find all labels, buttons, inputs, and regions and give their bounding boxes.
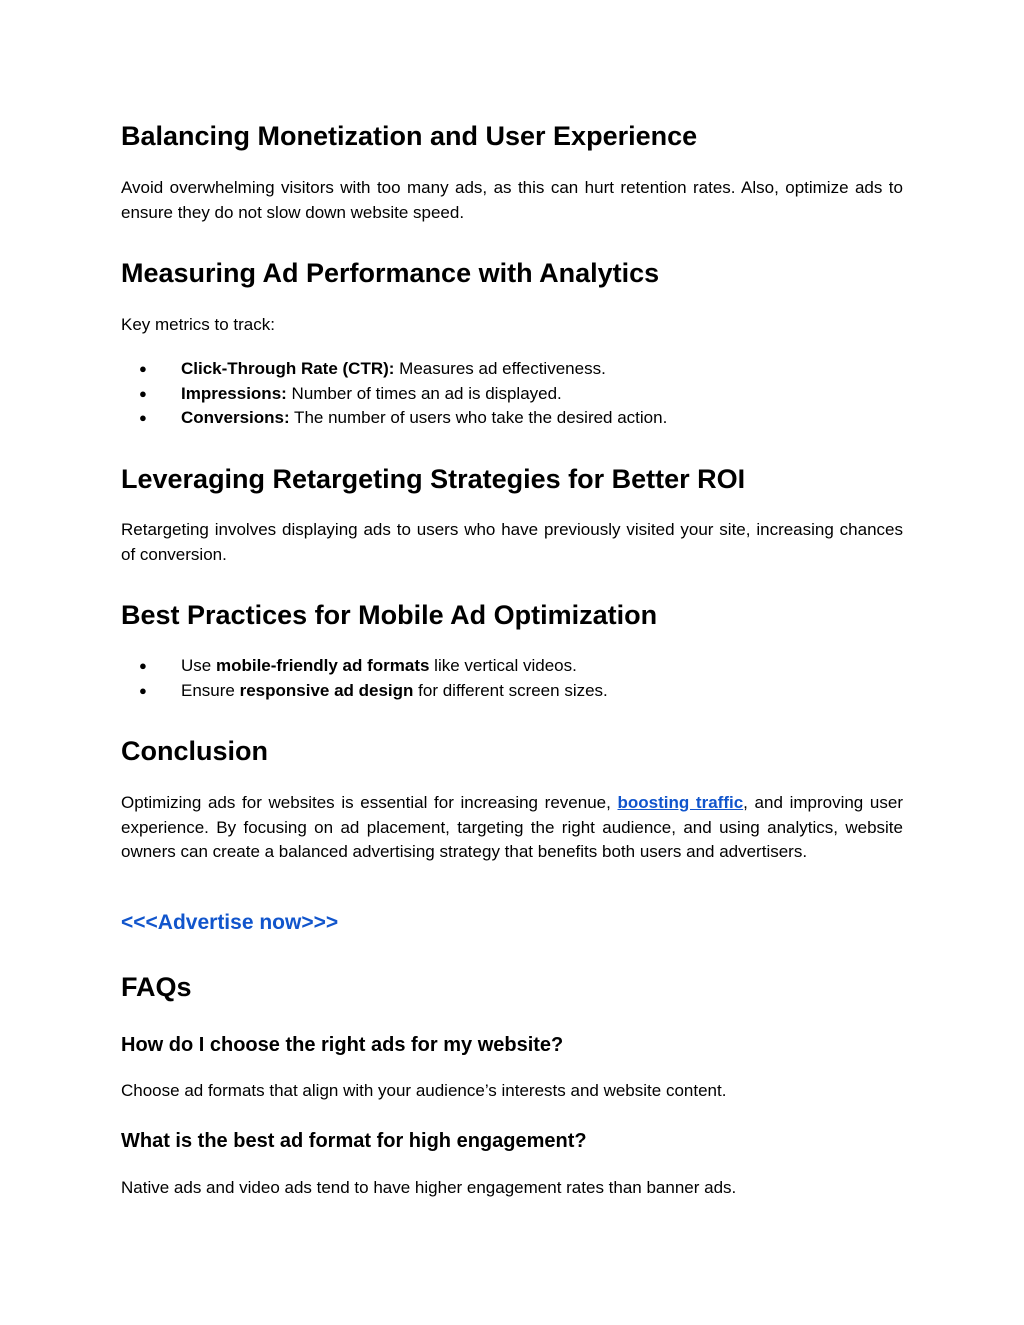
faq-answer: Native ads and video ads tend to have higher engagement rates than banner ads. bbox=[121, 1178, 737, 1197]
metric-text: The number of users who take the desired action. bbox=[289, 408, 668, 427]
heading-retargeting: Leveraging Retargeting Strategies for Better ROI bbox=[121, 464, 746, 494]
faq-question: How do I choose the right ads for my website? bbox=[121, 1034, 564, 1056]
metrics-list bbox=[121, 357, 903, 431]
list-item bbox=[121, 406, 903, 431]
list-item bbox=[121, 382, 903, 407]
paragraph-measuring-intro: Key metrics to track: bbox=[121, 315, 275, 334]
metric-label: Impressions: bbox=[181, 383, 287, 403]
tip-text-post: like vertical videos. bbox=[429, 656, 577, 675]
bullet-icon: ● bbox=[139, 658, 147, 673]
tip-text-bold: responsive ad design bbox=[239, 680, 414, 700]
metric-text: Number of times an ad is displayed. bbox=[286, 383, 562, 403]
faq-answer: Choose ad formats that align with your audience’s interests and website content. bbox=[121, 1081, 727, 1100]
advertise-now-link[interactable]: <<<Advertise now>>> bbox=[121, 911, 339, 934]
list-item bbox=[121, 357, 903, 382]
bullet-icon: ● bbox=[139, 682, 147, 698]
tip-text-post: for different screen sizes. bbox=[413, 680, 608, 700]
heading-measuring: Measuring Ad Performance with Analytics bbox=[121, 258, 660, 288]
metric-label: Click-Through Rate (CTR): bbox=[181, 359, 395, 378]
metric-label: Conversions: bbox=[181, 408, 290, 427]
mobile-tips-list bbox=[121, 654, 903, 703]
metric-text: Measures ad effectiveness. bbox=[394, 359, 606, 378]
bullet-icon: ● bbox=[139, 410, 147, 425]
heading-conclusion: Conclusion bbox=[121, 736, 268, 766]
faq-question: What is the best ad format for high engagement? bbox=[121, 1130, 587, 1152]
bullet-icon: ● bbox=[139, 385, 147, 401]
paragraph-retargeting: Retargeting involves displaying ads to users who have previously visited your site, increasing chances of conversion. bbox=[121, 520, 903, 564]
boosting-traffic-link[interactable]: boosting traffic bbox=[617, 793, 744, 812]
tip-text-pre: Ensure bbox=[181, 680, 240, 700]
paragraph-conclusion bbox=[121, 791, 903, 865]
tip-text-pre: Use bbox=[181, 656, 216, 675]
bullet-icon: ● bbox=[139, 361, 147, 376]
heading-faqs: FAQs bbox=[121, 972, 192, 1002]
heading-balancing: Balancing Monetization and User Experience bbox=[121, 121, 698, 151]
conclusion-text-after: , and improving user experience. By focusing on ad placement, targeting the right audience, and using analytics, website owners can create a balanced advertising strategy that benefits both users and advertisers. bbox=[121, 793, 903, 861]
paragraph-balancing: Avoid overwhelming visitors with too many ads, as this can hurt retention rates. Also, optimize ads to ensure they do not slow down website speed. bbox=[121, 178, 903, 222]
heading-mobile: Best Practices for Mobile Ad Optimization bbox=[121, 600, 658, 630]
list-item bbox=[121, 679, 903, 704]
conclusion-text-before: Optimizing ads for websites is essential for increasing revenue, bbox=[121, 793, 618, 812]
tip-text-bold: mobile-friendly ad formats bbox=[215, 656, 430, 675]
list-item bbox=[121, 654, 903, 679]
